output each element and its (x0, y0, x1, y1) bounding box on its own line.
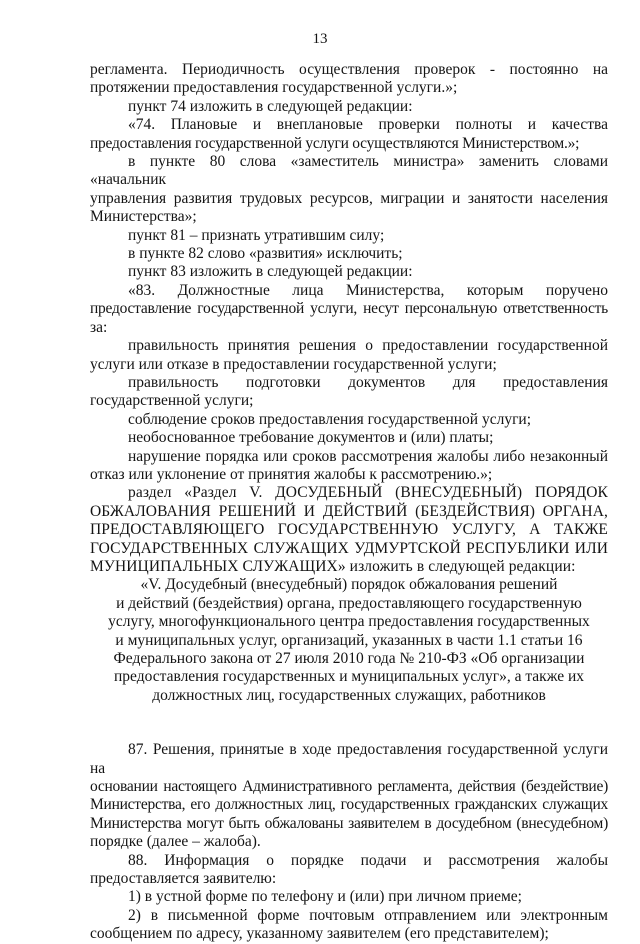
text-line: управления развития трудовых ресурсов, миграции и занятости населения (90, 189, 608, 207)
text-line: услуги или отказе в предоставлении государственной услуги; (90, 355, 497, 373)
document-body (90, 61, 608, 944)
text-line: «74. Плановые и внеплановые проверки полноты и качества (128, 116, 608, 134)
text-line: «V. Досудебный (внесудебный) порядок обжалования решений (140, 576, 558, 594)
text-line: ПРЕДОСТАВЛЯЮЩЕГО ГОСУДАРСТВЕННУЮ УСЛУГУ, А ТАКЖЕ (90, 521, 608, 539)
text-line: МУНИЦИПАЛЬНЫХ СЛУЖАЩИХ» изложить в следующей редакции: (90, 557, 576, 575)
text-line: регламента. Периодичность осуществления проверок - постоянно на (90, 61, 608, 78)
text-line: правильность принятия решения о предоставлении государственной (128, 337, 608, 355)
text-line: пункт 81 – признать утратившим силу; (128, 226, 385, 244)
blank-line (90, 705, 608, 723)
text-line: сообщением по адресу, указанному заявителем (его представителем); (90, 925, 549, 943)
text-line: предоставляется заявителю: (90, 870, 277, 888)
text-line: отказ или уклонение от принятия жалобы к рассмотрению.»; (90, 465, 493, 483)
text-line: должностных лиц, государственных служащих, работников (152, 686, 546, 704)
text-line: раздел «Раздел V. ДОСУДЕБНЫЙ (ВНЕСУДЕБНЫЙ) ПОРЯДОК (128, 484, 608, 502)
text-line: соблюдение сроков предоставления государственной услуги; (128, 410, 532, 428)
text-line: в пункте 82 слово «развития» исключить; (128, 245, 403, 263)
text-line: 88. Информация о порядке подачи и рассмотрения жалобы (128, 851, 608, 869)
text-line: предоставление государственной услуги, несут персональную ответственность (90, 300, 608, 318)
text-line: протяжении предоставления государственной услуги.»; (90, 79, 458, 97)
text-line: предоставления государственной услуги осуществляются Министерством.»; (90, 134, 580, 152)
text-line: ОБЖАЛОВАНИЯ РЕШЕНИЙ И ДЕЙСТВИЙ (БЕЗДЕЙСТВИЯ) ОРГАНА, (90, 502, 608, 520)
text-line: пункт 83 изложить в следующей редакции: (128, 263, 413, 281)
text-line: и действий (бездействия) органа, предоставляющего государственную (116, 594, 582, 612)
page-number: 13 (312, 31, 328, 47)
text-line: за: (90, 318, 108, 336)
text-line: 87. Решения, принятые в ходе предоставления государственной услуги на (90, 741, 608, 777)
text-line: порядке (далее – жалоба). (90, 833, 261, 851)
text-line: Министерства»; (90, 208, 197, 226)
text-line: Федерального закона от 27 июля 2010 года № 210-ФЗ «Об организации (113, 650, 585, 667)
text-line: услугу, многофункционального центра предоставления государственных (108, 613, 590, 631)
text-line: Министерства могут быть обжалованы заявителем в досудебном (внесудебном) (90, 814, 608, 832)
text-line: в пункте 80 слова «заместитель министра» заменить словами «начальник (90, 153, 608, 189)
text-line: и муниципальных услуг, организаций, указанных в части 1.1 статьи 16 (115, 631, 583, 649)
text-line: предоставления государственных и муниципальных услуг», а также их (113, 668, 584, 686)
text-line: государственной услуги; (90, 392, 254, 410)
text-line: пункт 74 изложить в следующей редакции: (128, 97, 413, 115)
text-line: необоснованное требование документов и (или) платы; (128, 429, 494, 447)
text-line: Министерства, его должностных лиц, государственных гражданских служащих (90, 796, 608, 814)
text-line: 1) в устной форме по телефону и (или) при личном приеме; (128, 888, 522, 906)
text-line: 2) в письменной форме почтовым отправлением или электронным (128, 906, 608, 924)
text-line: основании настоящего Административного регламента, действия (бездействие) (90, 778, 608, 796)
text-line: правильность подготовки документов для предоставления (128, 373, 608, 391)
blank-line (90, 723, 608, 741)
text-line: «83. Должностные лица Министерства, которым поручено (128, 281, 608, 299)
text-line: нарушение порядка или сроков рассмотрения жалобы либо незаконный (128, 447, 608, 465)
text-line: ГОСУДАРСТВЕННЫХ СЛУЖАЩИХ УДМУРТСКОЙ РЕСПУБЛИКИ ИЛИ (90, 539, 608, 557)
